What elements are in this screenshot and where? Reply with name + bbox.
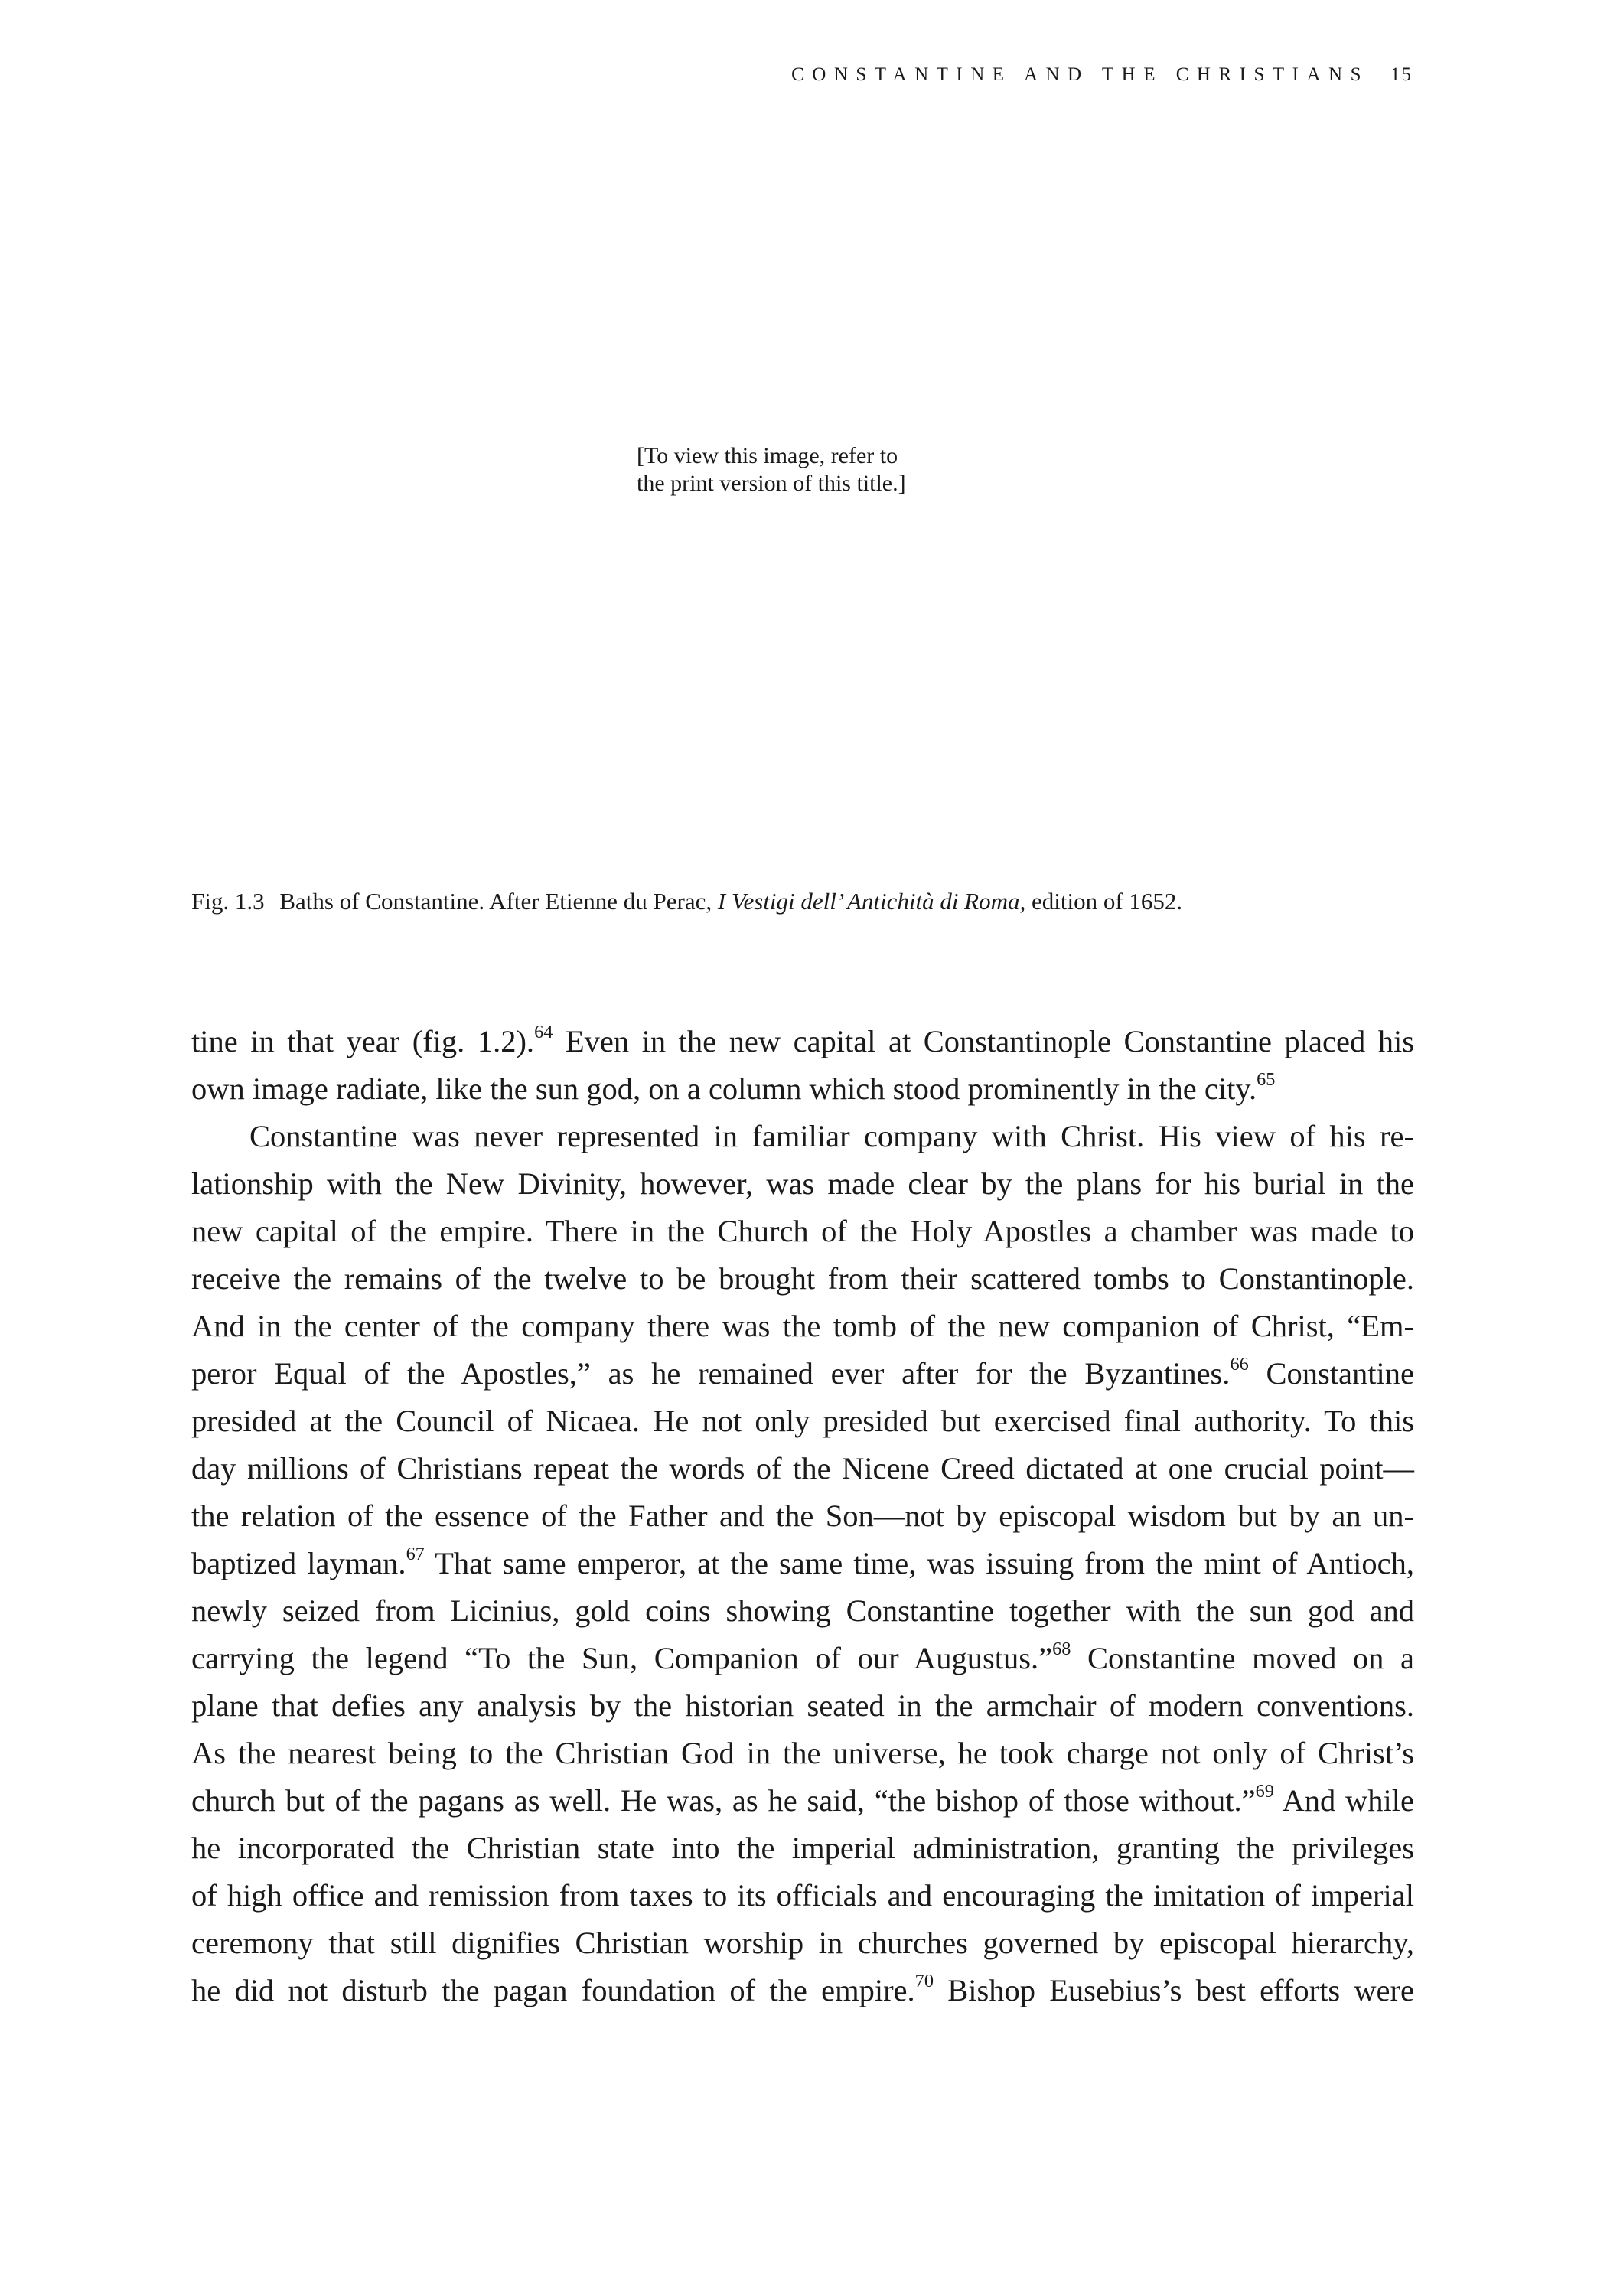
text-line: plane that defies any analysis by the historian seated in the armchair of modern conventions. bbox=[191, 1688, 1414, 1723]
running-title: CONSTANTINE AND THE CHRISTIANS bbox=[791, 64, 1369, 85]
text-run: And while bbox=[1273, 1783, 1414, 1818]
text-run: own image radiate, like the sun god, on a column which stood prominently in the city. bbox=[191, 1071, 1257, 1106]
footnote-ref: 64 bbox=[534, 1021, 553, 1042]
text-run: he did not disturb the pagan foundation of the empire. bbox=[191, 1973, 915, 2007]
figure-caption bbox=[191, 886, 1416, 917]
figure-label: Fig. 1.3 bbox=[191, 888, 265, 915]
text-line: of high office and remission from taxes to its officials and encouraging the imitation of imperial bbox=[191, 1878, 1414, 1913]
footnote-ref: 65 bbox=[1257, 1068, 1276, 1090]
text-run: peror Equal of the Apostles,” as he remained ever after for the Byzantines. bbox=[191, 1356, 1231, 1391]
placeholder-line: the print version of this title.] bbox=[637, 471, 906, 496]
text-line bbox=[191, 1635, 1414, 1682]
text-line bbox=[191, 1018, 1414, 1065]
caption-text: Baths of Constantine. After Etienne du Perac, bbox=[279, 888, 712, 915]
caption-book-title: I Vestigi dell’ Antichità di Roma, bbox=[717, 888, 1026, 915]
text-run: carrying the legend “To the Sun, Companion of our Augustus.” bbox=[191, 1641, 1053, 1675]
footnote-ref: 66 bbox=[1230, 1353, 1249, 1375]
text-line: Constantine was never represented in familiar company with Christ. His view of his re- bbox=[249, 1119, 1414, 1153]
running-header bbox=[791, 64, 1413, 86]
text-run: Constantine bbox=[1248, 1356, 1415, 1391]
footnote-ref: 69 bbox=[1255, 1780, 1274, 1802]
text-line: presided at the Council of Nicaea. He not only presided but exercised final authority. To this bbox=[191, 1404, 1414, 1438]
footnote-ref: 70 bbox=[914, 1970, 934, 1991]
page-number: 15 bbox=[1390, 64, 1413, 85]
text-run: tine in that year (fig. 1.2). bbox=[191, 1024, 535, 1058]
text-line: the relation of the essence of the Father and the Son—not by episcopal wisdom but by an un- bbox=[191, 1499, 1414, 1533]
text-line: new capital of the empire. There in the Church of the Holy Apostles a chamber was made to bbox=[191, 1214, 1414, 1248]
text-line bbox=[191, 1967, 1414, 2014]
footnote-ref: 67 bbox=[406, 1543, 425, 1564]
text-line: And in the center of the company there was the tomb of the new companion of Christ, “Em- bbox=[191, 1309, 1414, 1343]
text-line: day millions of Christians repeat the words of the Nicene Creed dictated at one crucial point— bbox=[191, 1451, 1414, 1486]
text-line: newly seized from Licinius, gold coins showing Constantine together with the sun god and bbox=[191, 1593, 1414, 1628]
text-line bbox=[191, 1777, 1414, 1825]
footnote-ref: 68 bbox=[1052, 1638, 1071, 1659]
text-run: Bishop Eusebius’s best efforts were bbox=[933, 1973, 1415, 2007]
caption-text: edition of 1652. bbox=[1032, 888, 1183, 915]
text-line bbox=[191, 1065, 1414, 1113]
text-line bbox=[191, 1540, 1414, 1587]
body-text bbox=[191, 1018, 1414, 2014]
text-run: church but of the pagans as well. He was, as he said, “the bishop of those without.” bbox=[191, 1783, 1256, 1818]
text-run: baptized layman. bbox=[191, 1546, 406, 1580]
text-run: That same emperor, at the same time, was issuing from the mint of Antioch, bbox=[424, 1546, 1414, 1580]
text-run: Even in the new capital at Constantinople Constantine placed his bbox=[553, 1024, 1414, 1058]
text-run: Constantine moved on a bbox=[1071, 1641, 1415, 1675]
text-line bbox=[191, 1350, 1414, 1397]
placeholder-line: [To view this image, refer to bbox=[637, 443, 898, 468]
image-placeholder bbox=[637, 442, 989, 497]
text-line: he incorporated the Christian state into the imperial administration, granting the privileges bbox=[191, 1831, 1414, 1865]
text-line: receive the remains of the twelve to be brought from their scattered tombs to Constantinople. bbox=[191, 1261, 1414, 1296]
text-line: As the nearest being to the Christian God in the universe, he took charge not only of Christ’s bbox=[191, 1736, 1414, 1770]
text-line: lationship with the New Divinity, however, was made clear by the plans for his burial in the bbox=[191, 1166, 1414, 1201]
text-line: ceremony that still dignifies Christian worship in churches governed by episcopal hierarchy, bbox=[191, 1926, 1414, 1960]
